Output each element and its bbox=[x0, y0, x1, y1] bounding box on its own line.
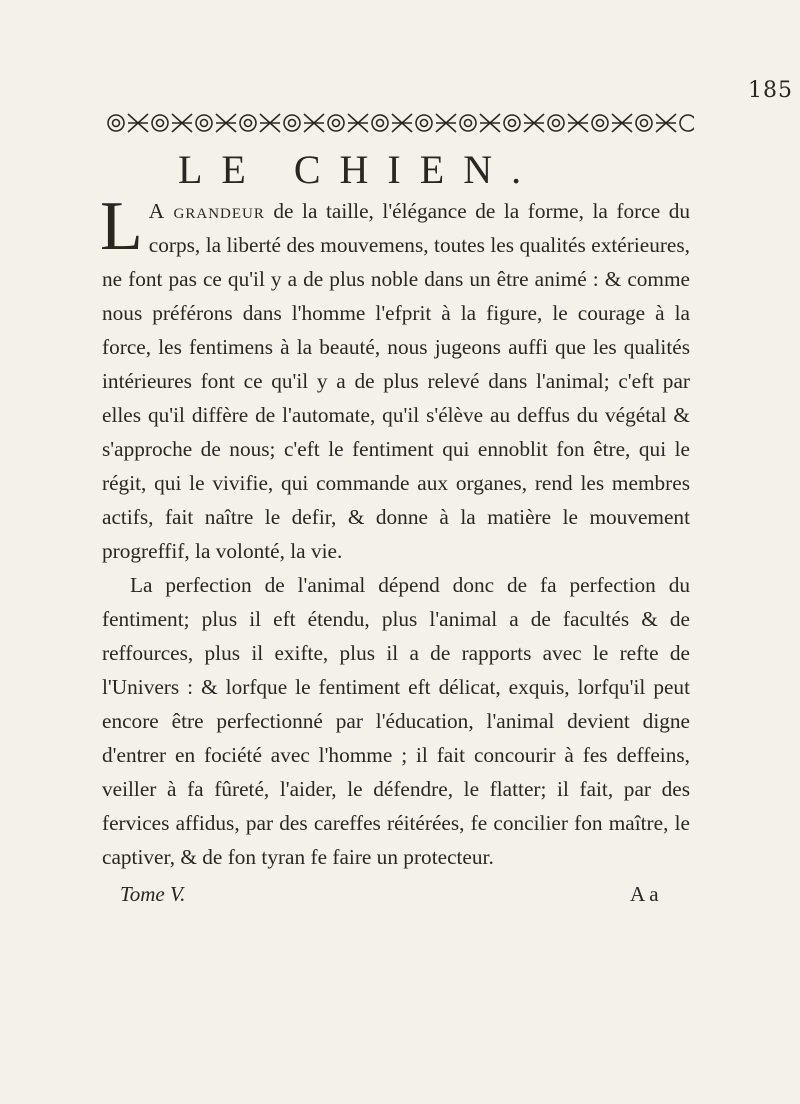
ornament-rosette-center bbox=[377, 120, 384, 127]
volume-label: Tome V. bbox=[120, 882, 186, 906]
ornament-rosette bbox=[240, 115, 256, 131]
ornament-rosette-center bbox=[113, 120, 120, 127]
ornament-rosette bbox=[548, 115, 564, 131]
ornament-cross bbox=[568, 114, 588, 132]
paragraph-1 bbox=[100, 188, 690, 568]
ornament-cross bbox=[260, 114, 280, 132]
ornament-rosette bbox=[504, 115, 520, 131]
ornament-rosette-center bbox=[289, 120, 296, 127]
ornament-rosette bbox=[592, 115, 608, 131]
ornament-cross bbox=[128, 114, 148, 132]
ornament-rosette bbox=[460, 115, 476, 131]
body-text bbox=[100, 188, 690, 874]
ornament-rosette bbox=[372, 115, 388, 131]
ornament-rosette-center bbox=[157, 120, 164, 127]
paragraph-1-text: de la taille, l'élégance de la forme, la force du corps, la liberté des mouvemens, toutes les qualités extérieures, ne font pas ce qu'il y a de plus noble dans un être animé : & comme nous préférons dans l'homme l'efprit à la figure, le courage à la force, les fentimens à la beauté, nous jugeons auffi que les qualités intérieures font ce qu'il y a de plus relevé dans l'animal; c'eft par elles qu'il diffère de l'automate, qu'il s'élève au deffus du végétal & s'approche de nous; c'eft le fentiment qui ennoblit fon être, qui le régit, qui le vivifie, qui commande aux organes, rend les membres actifs, fait naître le defir, & donne à la matière le mouvement progreffif, la volonté, la vie. bbox=[102, 199, 690, 563]
ornament-rosette bbox=[680, 115, 694, 131]
paragraph-2: La perfection de l'animal dépend donc de fa perfection du fentiment; plus il eft étendu, plus l'animal a de facultés & de reffources, plus il exifte, plus il a de rapports avec le refte de l'Univers : & lorfque le fentiment eft délicat, exquis, lorfqu'il peut encore être perfectionné par l'éducation, l'animal devient digne d'entrer en fociété avec l'homme ; il fait concourir à fes deffeins, veiller à fa fûreté, l'aider, le défendre, le flatter; il fait, par des fervices affidus, par des careffes réitérées, fe concilier fon maître, le captiver, & de fon tyran fe faire un protecteur. bbox=[102, 573, 690, 869]
ornament-cross bbox=[216, 114, 236, 132]
ornament-cross bbox=[656, 114, 676, 132]
ornament-rosette bbox=[636, 115, 652, 131]
ornament-rosette-center bbox=[553, 120, 560, 127]
ornament-cross bbox=[172, 114, 192, 132]
page-number: 185 bbox=[748, 78, 793, 103]
ornament-rosette-center bbox=[421, 120, 428, 127]
ornament-rosette-center bbox=[509, 120, 516, 127]
ornament-rosette bbox=[328, 115, 344, 131]
ornament-cross bbox=[480, 114, 500, 132]
ornament-cross bbox=[524, 114, 544, 132]
ornament-rosette-center bbox=[333, 120, 340, 127]
ornament-rosette-center bbox=[245, 120, 252, 127]
ornament-rosette-center bbox=[201, 120, 208, 127]
ornament-cross bbox=[612, 114, 632, 132]
ornament-rosette-center bbox=[641, 120, 648, 127]
chapter-title: LE CHIEN. bbox=[178, 147, 541, 192]
ornament-rosette bbox=[284, 115, 300, 131]
decorative-ornament-band bbox=[104, 110, 694, 136]
signature-mark: A a bbox=[630, 882, 659, 906]
ornament-cross bbox=[348, 114, 368, 132]
ornament-rosette bbox=[416, 115, 432, 131]
ornament-rosette bbox=[108, 115, 124, 131]
ornament-rosette-center bbox=[465, 120, 472, 127]
lead-words: A grandeur bbox=[148, 199, 265, 223]
ornament-cross bbox=[304, 114, 324, 132]
ornament-cross bbox=[392, 114, 412, 132]
ornament-rosette-center bbox=[597, 120, 604, 127]
ornament-cross bbox=[436, 114, 456, 132]
ornament-rosette bbox=[152, 115, 168, 131]
ornament-rosette bbox=[196, 115, 212, 131]
drop-cap: L bbox=[100, 188, 143, 265]
